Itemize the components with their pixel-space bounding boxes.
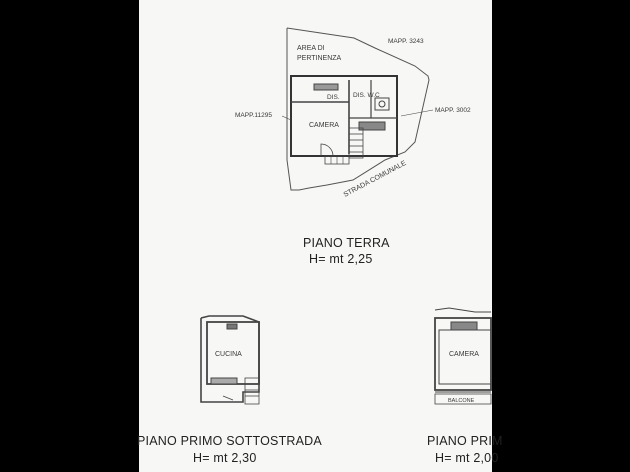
first-floor-below-road-title: PIANO PRIMO SOTTOSTRADA: [137, 434, 322, 448]
label-area-line2: PERTINENZA: [297, 55, 342, 62]
label-camera-first: CAMERA: [449, 351, 479, 358]
label-mapp-right: MAPP. 3002: [435, 107, 471, 114]
label-mapp-top: MAPP. 3243: [388, 38, 424, 45]
document-sheet: [137, 0, 503, 472]
ground-floor-height: H= mt 2,25: [309, 252, 373, 266]
label-dis-wc: DIS. W.C: [353, 92, 380, 99]
label-kitchen: CUCINA: [215, 351, 242, 358]
label-camera-ground: CAMERA: [309, 122, 339, 129]
first-floor-below-road-plan: [201, 316, 259, 404]
first-floor-below-road-height: H= mt 2,30: [193, 451, 257, 465]
ground-floor-title: PIANO TERRA: [303, 236, 390, 250]
ground-floor-plan: [282, 28, 433, 190]
first-floor-height: H= mt 2,00: [435, 451, 499, 465]
label-balcony: BALCONE: [448, 398, 475, 404]
label-dis: DIS.: [327, 94, 340, 101]
label-area-line1: AREA DI: [297, 45, 325, 52]
label-road: STRADA COMUNALE: [342, 159, 408, 199]
first-floor-title: PIANO PRIM: [427, 434, 503, 448]
label-mapp-left: MAPP.11295: [235, 112, 272, 119]
